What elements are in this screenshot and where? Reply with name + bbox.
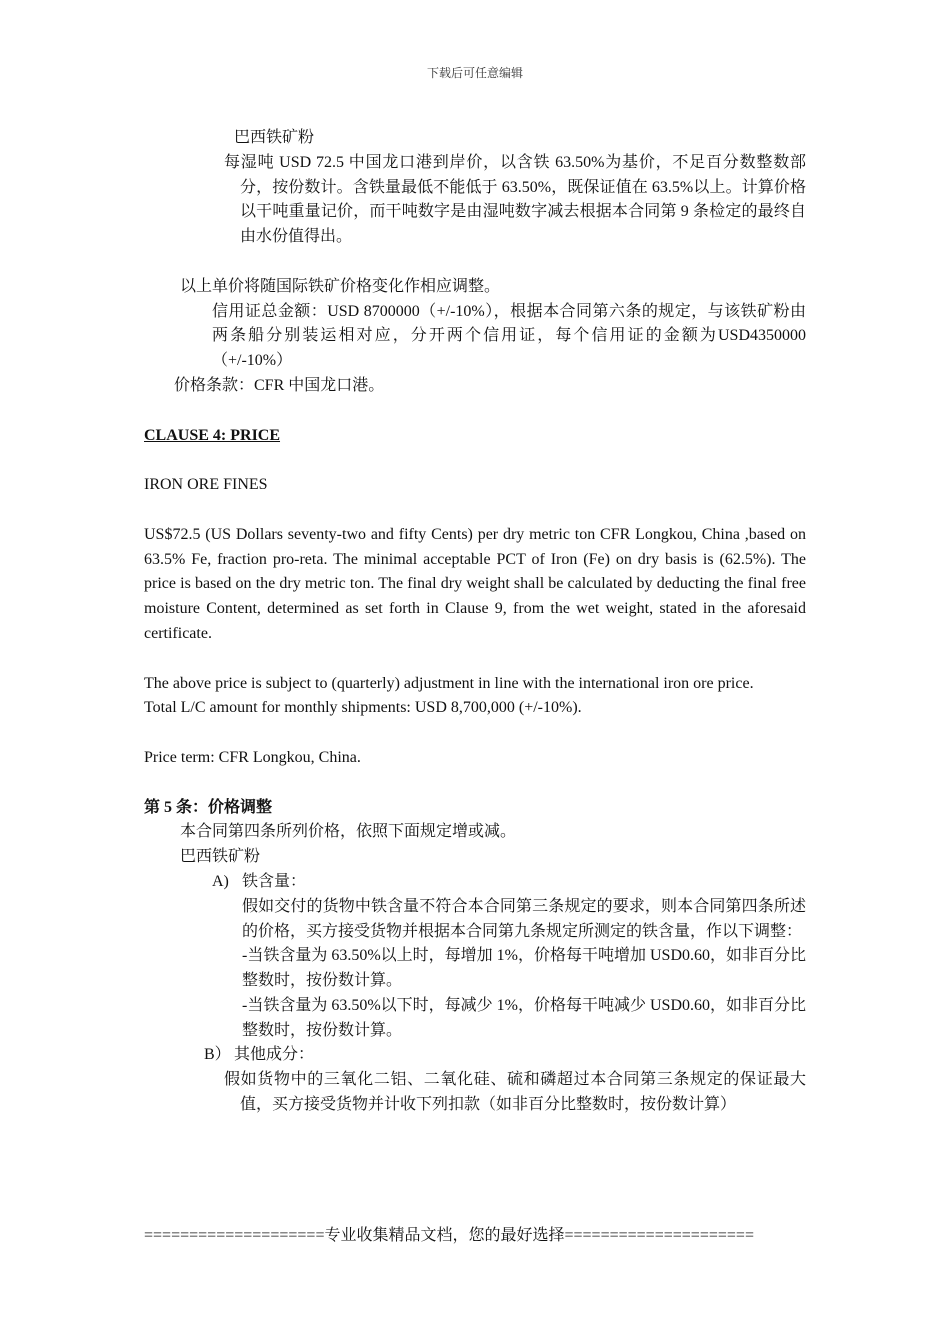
en-unit-price-paragraph: US$72.5 (US Dollars seventy-two and fifty Cents) per dry metric ton CFR Longkou, China ,based on 63.5% Fe, fraction pro-reta. The minimal acceptable PCT of Iron (Fe) on dry basis is (62.5%). The price is based on the dry metric ton. The final dry weight shall be calculated by deducting the final free moisture Content, determined as set forth in Clause 9, from the wet weight, stated in the aforesaid certificate. bbox=[144, 525, 806, 642]
item-a-rule-increase: -当铁含量为 63.50%以上时，每增加 1%，价格每干吨增加 USD0.60，如非百分比整数时，按份数计算。 bbox=[242, 947, 806, 990]
document-body bbox=[144, 126, 806, 1118]
clause-5-heading: 第 5 条：价格调整 bbox=[144, 798, 273, 816]
item-a-heading bbox=[144, 870, 806, 895]
cn-product-title: 巴西铁矿粉 bbox=[234, 129, 315, 146]
clause-5-intro: 本合同第四条所列价格，依照下面规定增或减。 bbox=[180, 823, 517, 841]
item-b-paragraph: 假如货物中的三氧化二铝、二氧化硅、硫和磷超过本合同第三条规定的保证最大值，买方接受货物并计收下列扣款（如非百分比整数时，按份数计算） bbox=[224, 1071, 806, 1114]
en-product-title: IRON ORE FINES bbox=[144, 476, 268, 494]
clause-4-heading: CLAUSE 4: PRICE bbox=[144, 426, 281, 444]
item-a-paragraph: 假如交付的货物中铁含量不符合本合同第三条规定的要求，则本合同第四条所述的价格，买方接受货物并根据本合同第九条规定所测定的铁含量，作以下调整： bbox=[242, 897, 806, 940]
en-adjust-note: The above price is subject to (quarterly) adjustment in line with the international iron ore price. bbox=[144, 674, 754, 692]
en-price-term: Price term: CFR Longkou, China. bbox=[144, 748, 361, 766]
en-lc-amount: Total L/C amount for monthly shipments: USD 8,700,000 (+/-10%). bbox=[144, 699, 582, 717]
item-a-rule-decrease: -当铁含量为 63.50%以下时，每减少 1%，价格每干吨减少 USD0.60，如非百分比整数时，按份数计算。 bbox=[242, 996, 806, 1039]
cn-unit-price-paragraph: 每湿吨 USD 72.5 中国龙口港到岸价，以含铁 63.50%为基价，不足百分数整数部分，按份数计。含铁量最低不能低于 63.50%，既保证值在 63.5%以上。计算价格以干吨重量记价，而干吨数字是由湿吨数字减去根据本合同第 9 条检定的最终自由水份值得出。 bbox=[224, 153, 806, 246]
page-header: 下载后可任意编辑 bbox=[426, 66, 523, 80]
item-b-marker: B） bbox=[204, 1046, 231, 1064]
cn-lc-amount-paragraph: 信用证总金额：USD 8700000（+/-10%），根据本合同第六条的规定，与该铁矿粉由两条船分别装运相对应，分开两个信用证，每个信用证的金额为USD4350000（+/-10%） bbox=[212, 302, 806, 370]
item-b-heading bbox=[144, 1043, 806, 1068]
page-footer: ====================专业收集精品文档，您的最好选择===================== bbox=[144, 1227, 754, 1244]
item-a-marker: A) bbox=[212, 872, 229, 890]
cn-price-term: 价格条款：CFR 中国龙口港。 bbox=[174, 376, 385, 394]
item-b-label: 其他成分： bbox=[234, 1046, 315, 1064]
cn-adjust-note: 以上单价将随国际铁矿价格变化作相应调整。 bbox=[180, 277, 501, 295]
clause-5-product: 巴西铁矿粉 bbox=[180, 848, 261, 866]
item-a-label: 铁含量： bbox=[242, 872, 307, 890]
